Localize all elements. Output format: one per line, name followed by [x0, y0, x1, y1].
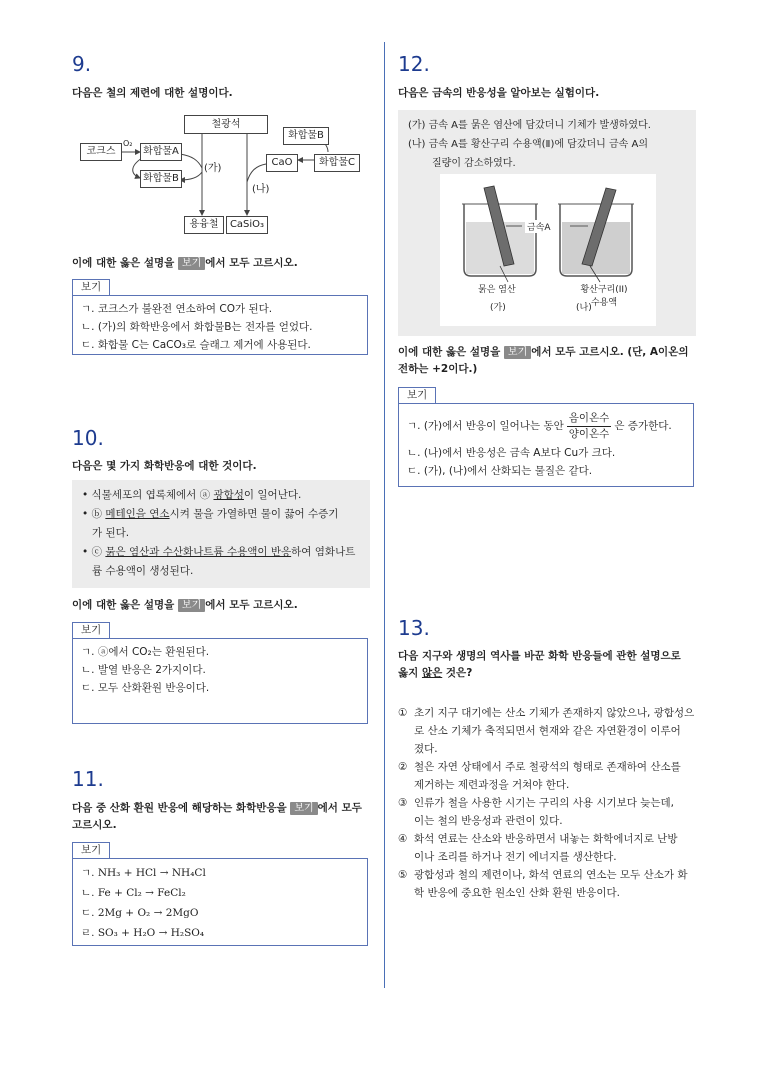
question-12-number: 12.	[398, 52, 430, 76]
question-11-prompt: 다음 중 산화 환원 반응에 해당하는 화학반응을 보기 에서 모두 고르시오.	[72, 802, 362, 831]
molten-iron-box: 용융철	[184, 216, 224, 234]
bogi-item: ㄷ. (가), (나)에서 산화되는 물질은 같다.	[407, 465, 593, 477]
coke-box: 코크스	[80, 143, 122, 161]
bogi-label: 보기	[72, 842, 110, 858]
compound-c-box: 화합물C	[314, 154, 360, 172]
compound-a-box: 화합물A	[140, 143, 182, 161]
metal-a-label: 금속A	[525, 220, 553, 233]
choice-2[interactable]: ② 철은 자연 상태에서 주로 철광석의 형태로 존재하여 산소를 제거하는 제련과정을 거쳐야 한다.	[398, 761, 681, 791]
choice-1[interactable]: ① 초기 지구 대기에는 산소 기체가 존재하지 않았으나, 광합성으 로 산소 기체가 축적되면서 현재와 같은 자연환경이 이루어 졌다.	[398, 707, 695, 755]
bogi-item: ㄷ. 2Mg + O₂ → 2MgO	[81, 907, 199, 919]
statement-line: • ⓒ 묽은 염산과 수산화나트륨 수용액이 반응하여 염화나트	[82, 546, 356, 558]
compound-b-box-left: 화합물B	[140, 170, 182, 188]
question-10-ask: 이에 대한 옳은 설명을 보기 에서 모두 고르시오.	[72, 599, 298, 611]
experiment-line: 질량이 감소하였다.	[432, 158, 516, 169]
experiment-line: (가) 금속 A를 묽은 염산에 담갔더니 기체가 발생하였다.	[408, 120, 651, 131]
bogi-item: ㄴ. 발열 반응은 2가지이다.	[81, 664, 206, 676]
bogi-item: ㄴ. Fe + Cl₂ → FeCl₂	[81, 887, 186, 899]
question-13-prompt: 다음 지구와 생명의 역사를 바꾼 화학 반응들에 관한 설명으로 옳지 않은 것은?	[398, 650, 681, 679]
copper-sulfate-label: 황산구리(II) 수용액	[580, 285, 628, 308]
bogi-item: ㄴ. (나)에서 반응성은 금속 A보다 Cu가 크다.	[407, 447, 616, 459]
beaker-figure	[440, 174, 656, 326]
question-12-experiment-box	[398, 110, 696, 336]
bogi-tag: 보기	[290, 802, 317, 815]
statement-line: • ⓑ 메테인을 연소시켜 물을 가열하면 물이 끓어 수증기	[82, 508, 339, 520]
cao-box: CaO	[266, 154, 298, 172]
bogi-label: 보기	[72, 622, 110, 638]
question-10-prompt: 다음은 몇 가지 화학반응에 대한 것이다.	[72, 460, 257, 472]
bogi-label: 보기	[72, 279, 110, 295]
bogi-item: ㄴ. (가)의 화학반응에서 화합물B는 전자를 얻었다.	[81, 321, 313, 333]
statement-line: 륨 수용액이 생성된다.	[92, 565, 194, 577]
compound-b-box-right: 화합물B	[283, 127, 329, 145]
bogi-tag: 보기	[178, 257, 205, 270]
oxygen-label: O₂	[123, 139, 133, 148]
experiment-line: (나) 금속 A를 황산구리 수용액(Ⅱ)에 담갔더니 금속 A의	[408, 139, 648, 150]
bogi-item: ㄷ. 화합물 C는 CaCO₃로 슬래그 제거에 사용된다.	[81, 339, 311, 351]
reaction-ga-label: (가)	[204, 163, 222, 174]
reaction-na-label: (나)	[252, 184, 270, 195]
question-10-bogi-box	[72, 638, 368, 724]
question-13-choices	[398, 704, 700, 902]
question-13-number: 13.	[398, 616, 430, 640]
bogi-item: ㄱ. NH₃ + HCl → NH₄Cl	[81, 867, 206, 879]
bogi-tag: 보기	[178, 599, 205, 612]
choice-3[interactable]: ③ 인류가 철을 사용한 시기는 구리의 사용 시기보다 늦는데, 이는 철의 반응성과 관련이 있다.	[398, 797, 674, 827]
bogi-label: 보기	[398, 387, 436, 403]
question-11-bogi-box	[72, 858, 368, 946]
statement-line: 가 된다.	[92, 527, 130, 539]
question-9-ask: 이에 대한 옳은 설명을 보기 에서 모두 고르시오.	[72, 257, 298, 269]
question-9-prompt: 다음은 철의 제련에 대한 설명이다.	[72, 87, 233, 99]
iron-ore-box: 철광석	[184, 115, 268, 134]
question-12-prompt: 다음은 금속의 반응성을 알아보는 실험이다.	[398, 87, 600, 99]
bogi-tag: 보기	[504, 346, 531, 359]
dilute-acid-label: 묽은 염산	[478, 285, 516, 295]
beaker-ga-label: (가)	[490, 303, 506, 313]
choice-4[interactable]: ④ 화석 연료는 산소와 반응하면서 내놓는 화학에너지로 난방 이나 조리를 하거나 전기 에너지를 생산한다.	[398, 833, 678, 863]
ion-ratio-fraction: 음이온수 양이온수	[568, 411, 610, 440]
question-12-ask: 이에 대한 옳은 설명을 보기 에서 모두 고르시오. (단, A이온의 전하는 +2이다.)	[398, 346, 689, 375]
casio3-box: CaSiO₃	[226, 216, 268, 234]
statement-line: • 식물세포의 엽록체에서 ⓐ 광합성이 일어난다.	[82, 489, 302, 501]
iron-smelting-diagram	[80, 112, 370, 242]
question-12-bogi-box	[398, 403, 694, 487]
question-9-number: 9.	[72, 52, 92, 76]
bogi-item: ㄱ. ⓐ에서 CO₂는 환원된다.	[81, 646, 210, 658]
bogi-item: ㄷ. 모두 산화환원 반응이다.	[81, 682, 210, 694]
question-10-statement-box	[72, 480, 370, 588]
choice-5[interactable]: ⑤ 광합성과 철의 제련이나, 화석 연료의 연소는 모두 산소가 화 학 반응에 중요한 원소인 산화 환원 반응이다.	[398, 869, 688, 899]
column-divider	[384, 42, 385, 988]
bogi-item: ㄱ. (가)에서 반응이 일어나는 동안 음이온수 양이온수 은 증가한다.	[407, 411, 672, 440]
question-11-number: 11.	[72, 767, 104, 791]
bogi-item: ㄱ. 코크스가 불완전 연소하여 CO가 된다.	[81, 303, 273, 315]
bogi-item: ㄹ. SO₃ + H₂O → H₂SO₄	[81, 927, 205, 939]
beaker-na-label: (나)	[576, 303, 592, 313]
question-9-bogi-box	[72, 295, 368, 355]
question-10-number: 10.	[72, 426, 104, 450]
